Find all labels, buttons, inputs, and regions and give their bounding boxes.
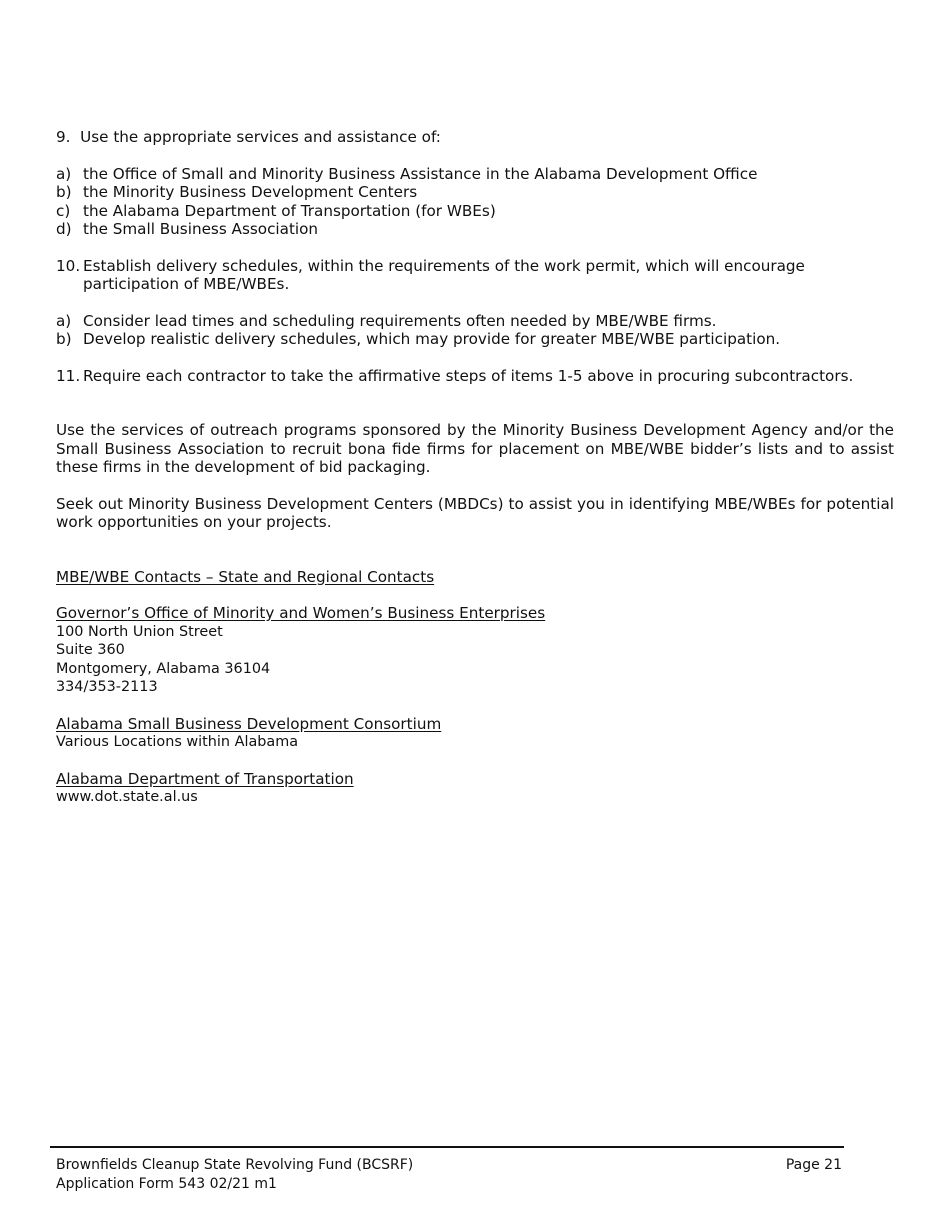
item-10-subitem xyxy=(56,330,894,349)
subitem-text: the Office of Small and Minority Business Assistance in the Alabama Development Office xyxy=(83,164,758,183)
item-10-text: Establish delivery schedules, within the requirements of the work permit, which will encourage participation of MBE/WBEs. xyxy=(83,256,805,293)
governor-street: 100 North Union Street xyxy=(56,623,223,640)
item-11-text: Require each contractor to take the affirmative steps of items 1-5 above in procuring subcontractors. xyxy=(83,366,854,385)
item-10-subitem xyxy=(56,312,894,331)
item-11 xyxy=(56,367,894,386)
subitem-label: d) xyxy=(56,220,72,238)
outreach-paragraph: Use the services of outreach programs sponsored by the Minority Business Development Agency and/or the Small Business Association to recruit bona fide firms for placement on MBE/WBE bidder’s lists and to assist these firms in the development of bid packaging. xyxy=(56,421,894,476)
mbdc-paragraph: Seek out Minority Business Development Centers (MBDCs) to assist you in identifying MBE/WBEs for potential work opportunities on your projects. xyxy=(56,494,894,531)
page-footer xyxy=(56,1156,842,1194)
governor-suite: Suite 360 xyxy=(56,642,125,658)
subitem-label: b) xyxy=(56,183,72,201)
item-9 xyxy=(56,128,894,147)
consortium-location: Various Locations within Alabama xyxy=(56,734,299,750)
item-9-number: 9. xyxy=(56,128,71,146)
subitem-label: a) xyxy=(56,164,72,183)
subitem-label: c) xyxy=(56,201,71,220)
item-10 xyxy=(56,257,894,294)
subitem-text: the Minority Business Development Centers xyxy=(83,183,418,201)
dot-name: Alabama Department of Transportation xyxy=(56,769,354,788)
subitem-text: the Small Business Association xyxy=(83,220,319,238)
item-9-subitem xyxy=(56,183,894,202)
consortium-name: Alabama Small Business Development Consortium xyxy=(56,714,442,733)
document-body xyxy=(56,128,894,807)
governor-city: Montgomery, Alabama 36104 xyxy=(56,660,271,677)
dot-website: www.dot.state.al.us xyxy=(56,789,198,805)
item-9-subitem xyxy=(56,220,894,239)
contacts-heading: MBE/WBE Contacts – State and Regional Contacts xyxy=(56,567,435,586)
subitem-label: a) xyxy=(56,311,72,330)
item-9-text: Use the appropriate services and assistance of: xyxy=(80,128,441,146)
subitem-text: Develop realistic delivery schedules, which may provide for greater MBE/WBE participation. xyxy=(83,330,781,348)
subitem-label: b) xyxy=(56,330,72,348)
page-number: Page 21 xyxy=(785,1157,842,1173)
governor-office-name: Governor’s Office of Minority and Women’s Business Enterprises xyxy=(56,604,546,622)
governor-phone: 334/353-2113 xyxy=(56,679,158,695)
footer-divider xyxy=(50,1146,844,1148)
item-10-number: 10. xyxy=(56,256,81,275)
footer-fund-name: Brownfields Cleanup State Revolving Fund (BCSRF) xyxy=(56,1157,414,1173)
subitem-text: the Alabama Department of Transportation (for WBEs) xyxy=(83,201,496,220)
item-9-subitem xyxy=(56,165,894,184)
item-11-number: 11. xyxy=(56,366,81,385)
item-9-subitem xyxy=(56,202,894,221)
footer-form-id: Application Form 543 02/21 m1 xyxy=(56,1176,277,1192)
subitem-text: Consider lead times and scheduling requirements often needed by MBE/WBE firms. xyxy=(83,311,717,330)
